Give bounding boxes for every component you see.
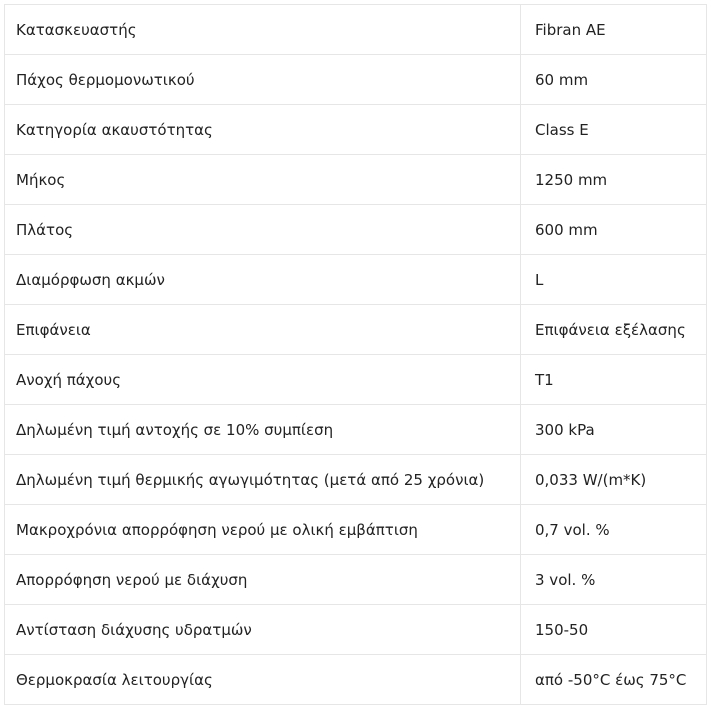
table-row: [5, 605, 707, 655]
specifications-table: [4, 4, 707, 705]
table-row: [5, 5, 707, 55]
table-row: [5, 355, 707, 405]
spec-label: Ανοχή πάχους: [5, 355, 521, 405]
spec-label: Πλάτος: [5, 205, 521, 255]
spec-label: Πάχος θερμομονωτικού: [5, 55, 521, 105]
spec-label: Μακροχρόνια απορρόφηση νερού με ολική εμβάπτιση: [5, 505, 521, 555]
spec-label: Διαμόρφωση ακμών: [5, 255, 521, 305]
spec-value: Fibran AE: [521, 5, 707, 55]
spec-value: 1250 mm: [521, 155, 707, 205]
spec-label: Δηλωμένη τιμή θερμικής αγωγιμότητας (μετά από 25 χρόνια): [5, 455, 521, 505]
spec-label: Απορρόφηση νερού με διάχυση: [5, 555, 521, 605]
table-row: [5, 455, 707, 505]
spec-label: Επιφάνεια: [5, 305, 521, 355]
table-row: [5, 555, 707, 605]
spec-value: Class E: [521, 105, 707, 155]
spec-value: 3 vol. %: [521, 555, 707, 605]
spec-value: Επιφάνεια εξέλασης: [521, 305, 707, 355]
spec-label: Αντίσταση διάχυσης υδρατμών: [5, 605, 521, 655]
spec-label: Μήκος: [5, 155, 521, 205]
spec-label: Κατασκευαστής: [5, 5, 521, 55]
spec-value: T1: [521, 355, 707, 405]
spec-label: Θερμοκρασία λειτουργίας: [5, 655, 521, 705]
spec-value: από -50°C έως 75°C: [521, 655, 707, 705]
table-row: [5, 655, 707, 705]
table-row: [5, 255, 707, 305]
table-row: [5, 155, 707, 205]
table-row: [5, 505, 707, 555]
spec-label: Κατηγορία ακαυστότητας: [5, 105, 521, 155]
spec-value: 0,7 vol. %: [521, 505, 707, 555]
spec-value: 300 kPa: [521, 405, 707, 455]
table-row: [5, 405, 707, 455]
spec-value: 0,033 W/(m*K): [521, 455, 707, 505]
spec-value: 60 mm: [521, 55, 707, 105]
table-row: [5, 55, 707, 105]
spec-value: L: [521, 255, 707, 305]
spec-value: 600 mm: [521, 205, 707, 255]
table-row: [5, 205, 707, 255]
table-row: [5, 305, 707, 355]
table-row: [5, 105, 707, 155]
spec-label: Δηλωμένη τιμή αντοχής σε 10% συμπίεση: [5, 405, 521, 455]
spec-value: 150-50: [521, 605, 707, 655]
